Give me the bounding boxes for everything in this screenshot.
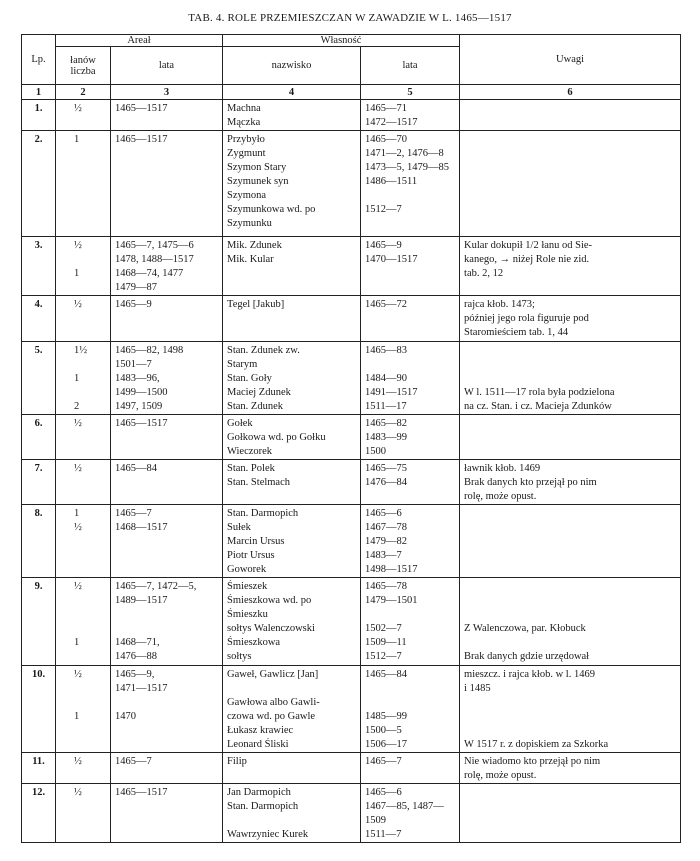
cell-line: Szymunkowa wd. po [227,204,316,215]
lanow-cell [56,666,111,753]
cell-line [74,608,106,622]
lata2-cell [361,505,460,578]
row-lp: 4. [22,296,56,342]
cell-line: 1 [74,373,80,384]
table-row [22,237,681,296]
lata2-cell [361,415,460,460]
lanow-cell [56,296,111,342]
cell-line: 1465—1517 [115,134,168,145]
cell-line [464,580,676,594]
cell-line [74,682,106,696]
cell-line: 1465—1517 [115,103,168,114]
header-lanow-liczba: łanów liczba [56,47,111,85]
row-lp: 3. [22,237,56,296]
cell-line: Przybyło [227,134,265,145]
cell-line: 1465—9 [115,299,152,310]
cell-line: Gaweł, Gawlicz [Jan] [227,669,319,680]
cell-line [115,696,218,710]
cell-line [227,682,356,696]
cell-line [74,738,106,752]
cell-line: 1465—71 [365,103,408,114]
cell-line: Stan. Polek [227,463,275,474]
cell-line: 1479—82 [365,536,408,547]
cell-line: 1509—11 [365,637,407,648]
cell-line: 1472—1517 [365,117,418,128]
cell-line [464,696,676,710]
header-lp: Lp. [22,35,56,85]
cell-line: Filip [227,756,247,767]
cell-line: Mik. Kular [227,254,274,265]
nazwisko-cell [223,342,361,415]
cell-line: 1468—71, [115,637,160,648]
cell-line: Zygmunt [227,148,266,159]
cell-line: 1486—1511 [365,176,418,187]
table-row [22,753,681,784]
cell-line: 1470 [115,711,136,722]
header-lata-wlasnosc: lata [361,47,460,85]
lanow-cell [56,415,111,460]
cell-line: 1465—72 [365,299,408,310]
cell-line: i 1485 [464,683,491,694]
cell-line [115,738,218,752]
uwagi-cell [460,100,681,131]
cell-line: Piotr Ursus [227,550,275,561]
lata-cell [111,100,223,131]
cell-line: Starym [227,359,258,370]
cell-line: 1465—6 [365,787,402,798]
uwagi-cell [460,296,681,342]
cell-line: Goworek [227,564,267,575]
cell-line: Stan. Zdunek [227,401,284,412]
cell-line: 1506—17 [365,739,408,750]
row-lp: 7. [22,460,56,505]
cell-line: 1465—6 [365,508,402,519]
col-number: 4 [223,85,361,100]
cell-line: 2 [74,401,80,412]
header-uwagi: Uwagi [460,35,681,85]
table-row [22,415,681,460]
cell-line: Szymona [227,190,267,201]
lanow-cell [56,100,111,131]
cell-line [365,696,455,710]
cell-line [365,189,455,203]
uwagi-cell [460,237,681,296]
cell-line: Marcin Ursus [227,536,285,547]
table-row [22,460,681,505]
cell-line: na cz. Stan. i cz. Macieja Zdunków [464,401,612,412]
cell-line: Brak danych gdzie urzędował [464,651,590,662]
lanow-cell [56,784,111,843]
cell-line: 1497, 1509 [115,401,163,412]
nazwisko-cell [223,505,361,578]
uwagi-cell [460,342,681,415]
lata-cell [111,784,223,843]
uwagi-cell [460,505,681,578]
cell-line: 1465—78 [365,581,408,592]
cell-line: Szymon Stary [227,162,287,173]
cell-line: rajca kłob. 1473; [464,299,535,310]
cell-line: ławnik kłob. 1469 [464,463,541,474]
cell-line [365,682,455,696]
table-row [22,784,681,843]
cell-line: 1471—2, 1476—8 [365,148,444,159]
lata2-cell [361,666,460,753]
row-lp: 6. [22,415,56,460]
cell-line: Szymunek syn [227,176,289,187]
table-row [22,342,681,415]
cell-line: Kular dokupił 1/2 łanu od Sie- [464,240,593,251]
cell-line [464,372,676,386]
cell-line: 1465—7 [365,756,402,767]
cell-line: później jego rola figuruje pod [464,313,589,324]
uwagi-cell [460,753,681,784]
cell-line: 1478, 1488—1517 [115,254,194,265]
cell-line: ½ [74,522,82,533]
cell-line: Nie wiadomo kto przejął po nim [464,756,601,767]
col-number: 1 [22,85,56,100]
cell-line [365,267,455,281]
cell-line: Stan. Darmopich [227,801,299,812]
cell-line: Śmieszku [227,609,268,620]
cell-line: Leonard Śliski [227,739,289,750]
cell-line: kanego, → niżej Role nie zid. [464,254,590,265]
lata2-cell [361,296,460,342]
row-lp: 10. [22,666,56,753]
table-body [22,100,681,843]
lata2-cell [361,460,460,505]
cell-line: 1509 [365,815,387,826]
cell-line [74,724,106,738]
cell-line: W l. 1511—17 rola była podzielona [464,387,615,398]
lata-cell [111,237,223,296]
cell-line: 1500—5 [365,725,402,736]
cell-line: ½ [74,418,82,429]
cell-line: ½ [74,299,82,310]
lata-cell [111,415,223,460]
cell-line: Łukasz krawiec [227,725,294,736]
cell-line: 1484—90 [365,373,408,384]
row-lp: 2. [22,131,56,237]
cell-line: 1465—82, 1498 [115,345,184,356]
cell-line [464,636,676,650]
cell-line: Szymunku [227,218,272,229]
lanow-cell [56,342,111,415]
nazwisko-cell [223,100,361,131]
cell-line: 1476—84 [365,477,408,488]
cell-line: Stan. Darmopich [227,508,299,519]
cell-line: sołtys Walenczowski [227,623,315,634]
cell-line: Śmieszek [227,581,268,592]
cell-line [115,622,218,636]
lanow-cell [56,237,111,296]
cell-line: 1473—5, 1479—85 [365,162,450,173]
uwagi-cell [460,460,681,505]
cell-line: Stan. Goły [227,373,272,384]
cell-line: 1483—99 [365,432,408,443]
cell-line: Tegel [Jakub] [227,299,285,310]
col-number: 2 [56,85,111,100]
lata2-cell [361,342,460,415]
uwagi-cell [460,578,681,666]
nazwisko-cell [223,784,361,843]
header-nazwisko: nazwisko [223,47,361,85]
lata2-cell [361,784,460,843]
row-lp: 12. [22,784,56,843]
table-row [22,578,681,666]
cell-line: 1 [74,268,80,279]
uwagi-cell [460,666,681,753]
lanow-cell [56,505,111,578]
cell-line: 1465—7 [115,508,152,519]
cell-line: 1499—1500 [115,387,168,398]
cell-line [74,696,106,710]
cell-line: Gołkowa wd. po Gołku [227,432,326,443]
nazwisko-cell [223,415,361,460]
lata-cell [111,131,223,237]
lata2-cell [361,100,460,131]
cell-line: 1½ [74,345,88,356]
cell-line: 1465—7, 1472—5, [115,581,197,592]
cell-line [464,344,676,358]
lanow-cell [56,460,111,505]
lata2-cell [361,753,460,784]
cell-line: rolę, może opust. [464,770,537,781]
cell-line: Gołek [227,418,253,429]
cell-line: Z Walenczowa, par. Kłobuck [464,623,586,634]
cell-line: 1465—83 [365,345,408,356]
cell-line: 1483—7 [365,550,402,561]
cell-line: Stan. Zdunek zw. [227,345,300,356]
cell-line [115,608,218,622]
cell-line: rolę, może opust. [464,491,537,502]
uwagi-cell [460,415,681,460]
cell-line: 1512—7 [365,651,402,662]
cell-line [74,622,106,636]
cell-line [365,281,455,295]
cell-line [464,724,676,738]
row-lp: 9. [22,578,56,666]
cell-line: 1465—84 [115,463,157,474]
cell-line: 1500 [365,446,387,457]
cell-line: Śmieszkowa wd. po [227,595,312,606]
cell-line: ½ [74,581,82,592]
cell-line [365,358,455,372]
cell-line: 1465—1517 [115,418,168,429]
cell-line: 1465—70 [365,134,408,145]
cell-line: 1489—1517 [115,595,168,606]
cell-line: Sułek [227,522,251,533]
cell-line: Mączka [227,117,261,128]
cell-line: 1501—7 [115,359,152,370]
cell-line: 1511—7 [365,829,402,840]
cell-line [74,594,106,608]
col-number: 6 [460,85,681,100]
lata-cell [111,296,223,342]
cell-line: Brak danych kto przejął po nim [464,477,597,488]
cell-line: 1467—85, 1487— [365,801,444,812]
nazwisko-cell [223,131,361,237]
cell-line: Stan. Stelmach [227,477,291,488]
cell-line [464,710,676,724]
table-row [22,296,681,342]
table-title: TAB. 4. ROLE PRZEMIESZCZAN W ZAWADZIE W L. 1465—1517 [188,12,512,24]
cell-line: czowa wd. po Gawle [227,711,316,722]
lata2-cell [361,131,460,237]
cell-line: Maciej Zdunek [227,387,291,398]
lata-cell [111,753,223,784]
cell-line: Staromieściem tab. 1, 44 [464,327,569,338]
cell-line: 1471—1517 [115,683,168,694]
nazwisko-cell [223,296,361,342]
cell-line: 1465—9 [365,240,402,251]
cell-line: Jan Darmopich [227,787,291,798]
cell-line: Gawłowa albo Gawli- [227,697,320,708]
cell-line [464,594,676,608]
lanow-cell [56,578,111,666]
roles-table [21,34,681,843]
cell-line: 1479—1501 [365,595,418,606]
lata-cell [111,666,223,753]
cell-line [74,386,106,400]
cell-line: ½ [74,463,82,474]
cell-line: 1476—88 [115,651,157,662]
cell-line: 1485—99 [365,711,408,722]
cell-line: Wieczorek [227,446,273,457]
cell-line [365,608,455,622]
cell-line: 1491—1517 [365,387,418,398]
cell-line: 1465—7 [115,756,152,767]
row-lp: 11. [22,753,56,784]
lanow-cell [56,131,111,237]
lata-cell [111,578,223,666]
cell-line: ½ [74,240,82,251]
nazwisko-cell [223,237,361,296]
cell-line [74,650,106,664]
header-areal: Areał [56,35,223,47]
cell-line: 1479—87 [115,282,157,293]
nazwisko-cell [223,666,361,753]
cell-line [74,358,106,372]
cell-line: Wawrzyniec Kurek [227,829,309,840]
cell-line: 1 [74,134,80,145]
cell-line: 1465—82 [365,418,408,429]
cell-line: 1465—7, 1475—6 [115,240,194,251]
cell-line: 1468—1517 [115,522,168,533]
cell-line: 1465—9, [115,669,155,680]
cell-line: sołtys [227,651,252,662]
row-lp: 1. [22,100,56,131]
nazwisko-cell [223,578,361,666]
cell-line [115,724,218,738]
lanow-cell [56,753,111,784]
cell-line [227,814,356,828]
nazwisko-cell [223,460,361,505]
header-wlasnosc: Własność [223,35,460,47]
header-lata-areal: lata [111,47,223,85]
cell-line: Machna [227,103,261,114]
cell-line: ½ [74,103,82,114]
cell-line: 1483—96, [115,373,160,384]
cell-line: 1512—7 [365,204,402,215]
cell-line [464,358,676,372]
uwagi-cell [460,784,681,843]
cell-line: ½ [74,787,82,798]
cell-line: Mik. Zdunek [227,240,282,251]
lata-cell [111,505,223,578]
cell-line [227,267,356,281]
cell-line: W 1517 r. z dopiskiem za Szkorka [464,739,609,750]
cell-line [464,608,676,622]
cell-line: 1467—78 [365,522,408,533]
cell-line: 1 [74,637,80,648]
cell-line: 1 [74,711,80,722]
cell-line: Śmieszkowa [227,637,281,648]
cell-line: 1465—1517 [115,787,168,798]
col-number: 3 [111,85,223,100]
lata2-cell [361,237,460,296]
col-number: 5 [361,85,460,100]
cell-line: 1470—1517 [365,254,418,265]
cell-line [365,217,455,231]
cell-line: 1511—17 [365,401,407,412]
cell-line: 1465—75 [365,463,408,474]
cell-line [227,281,356,295]
cell-line: mieszcz. i rajca kłob. w l. 1469 [464,669,595,680]
cell-line: ½ [74,756,82,767]
nazwisko-cell [223,753,361,784]
cell-line: 1 [74,508,80,519]
table-row [22,505,681,578]
cell-line: 1498—1517 [365,564,418,575]
lata-cell [111,460,223,505]
lata-cell [111,342,223,415]
uwagi-cell [460,131,681,237]
table-row [22,100,681,131]
row-lp: 5. [22,342,56,415]
cell-line [74,253,106,267]
cell-line: tab. 2, 12 [464,268,504,279]
cell-line: 1468—74, 1477 [115,268,184,279]
table-row [22,666,681,753]
cell-line: ½ [74,669,82,680]
cell-line: 1502—7 [365,623,402,634]
table-row [22,131,681,237]
row-lp: 8. [22,505,56,578]
lata2-cell [361,578,460,666]
cell-line: 1465—84 [365,669,408,680]
cell-line [74,281,106,295]
